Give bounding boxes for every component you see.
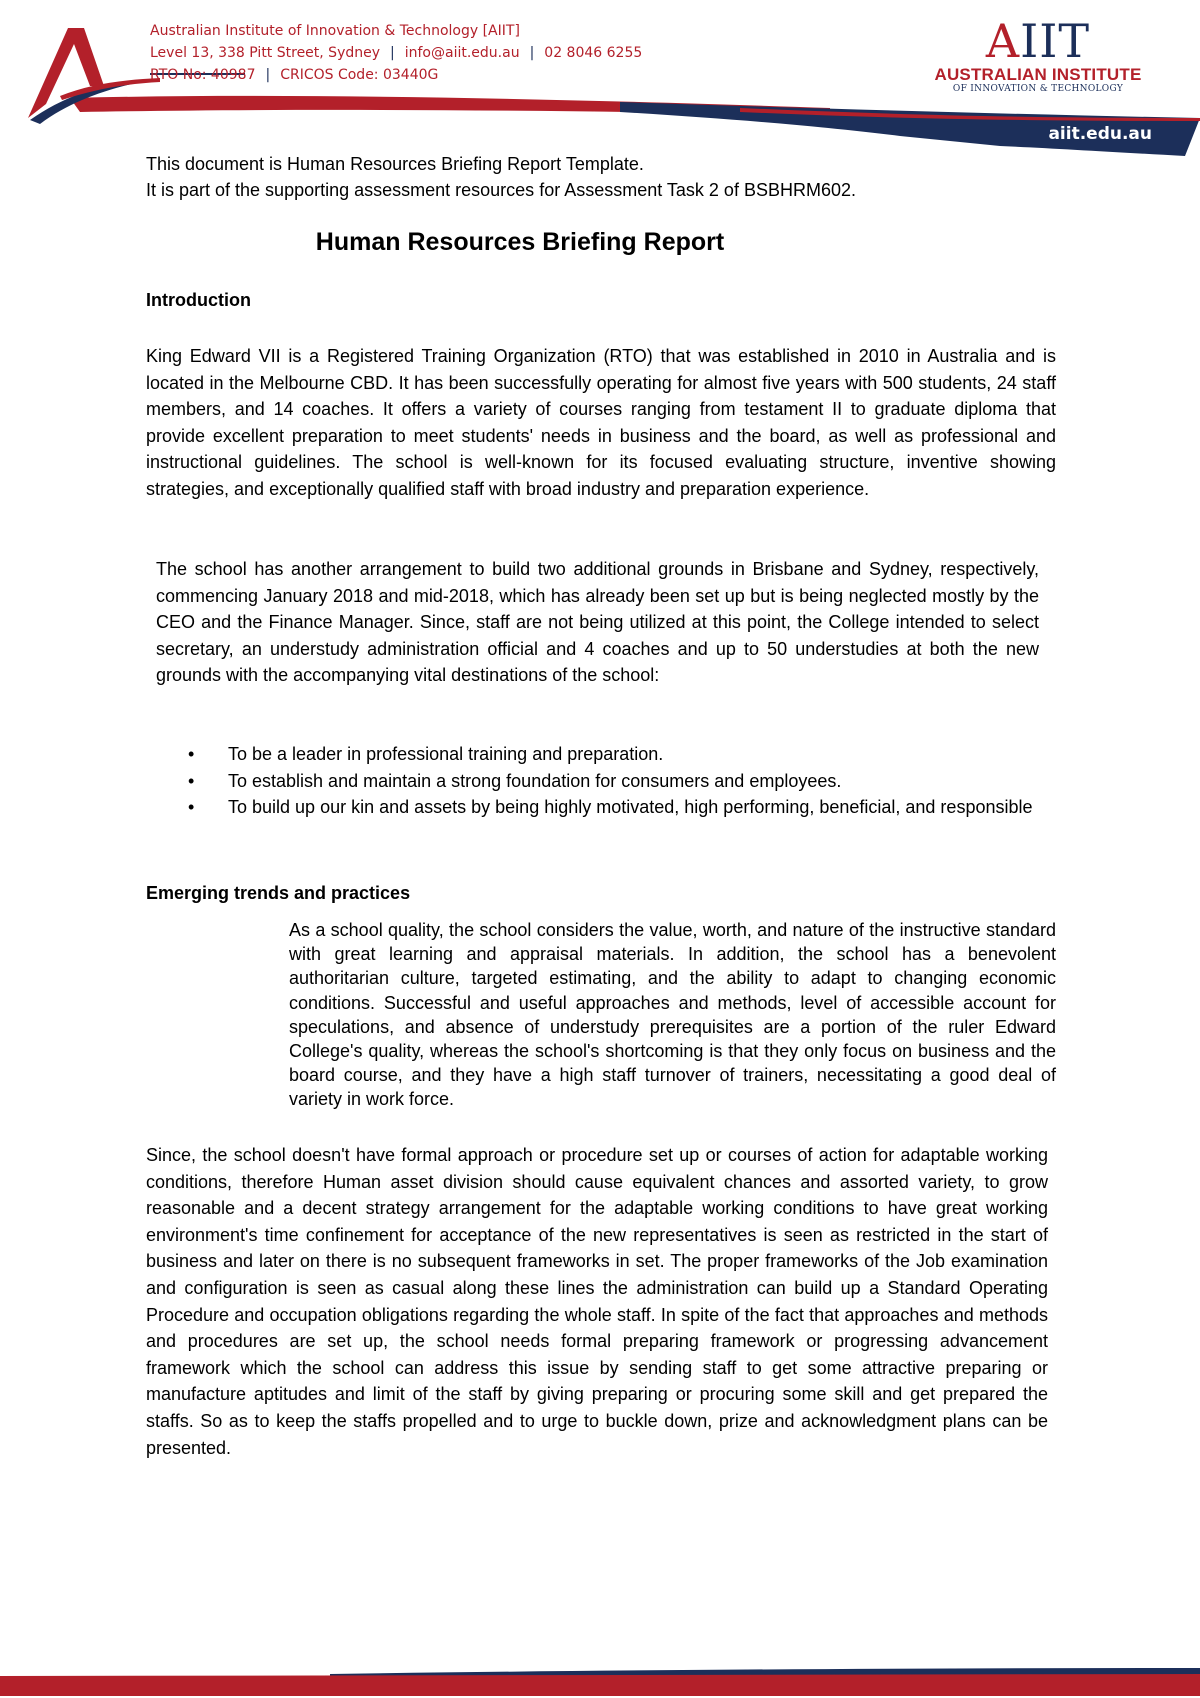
- list-item-text: To build up our kin and assets by being highly motivated, high performing, beneficial, and responsible: [228, 797, 1033, 817]
- paragraph-emerging-trends-2: Since, the school doesn't have formal approach or procedure set up or courses of action for adaptable working conditions, therefore Human asset division should cause equivalent chances and assorted variety, to grow reasonable and a decent strategy arrangement for the adaptable working conditions to have great working environment's time confinement for acceptance of the new representatives is seen as restricted in the start of business and later on there is no subsequent frameworks in set. The proper frameworks of the Job examination and configuration is seen as casual along these lines the administration can build up a Standard Operating Procedure and occupation obligations regarding the whole staff. In spite of the fact that approaches and methods and procedures are set up, the school needs formal preparing framework or progressing advancement framework which the school can address this issue by sending staff to get some attractive preparing or manufacture aptitudes and limit of the staff by giving preparing or procuring some skill and get prepared the staffs. So as to keep the staffs propelled and to urge to buckle down, prize and acknowledgment plans can be presented.: [146, 1145, 1048, 1458]
- brand-name: AUSTRALIAN INSTITUTE: [934, 65, 1142, 84]
- registration-line: [150, 64, 642, 86]
- brand-subtitle: OF INNOVATION & TECHNOLOGY: [952, 84, 1124, 94]
- bullet-icon: •: [188, 744, 195, 764]
- footer-band-red: [0, 1674, 1200, 1696]
- website-link[interactable]: aiit.edu.au: [1048, 124, 1152, 144]
- template-note-line-2: It is part of the supporting assessment resources for Assessment Task 2 of BSBHRM602.: [146, 180, 856, 200]
- section-heading-emerging-trends: Emerging trends and practices: [146, 883, 411, 903]
- cricos-code: CRICOS Code: 03440G: [280, 67, 439, 83]
- separator: |: [390, 45, 395, 61]
- list-item: [188, 794, 1056, 821]
- address-line: [150, 42, 642, 64]
- paragraph-introduction-2: The school has another arrangement to build two additional grounds in Brisbane and Sydney, respectively, commencing January 2018 and mid-2018, which has already been set up but is being neglected mostly by the CEO and the Finance Manager. Since, staff are not being utilized at this point, the College intended to select secretary, an understudy administration official and 4 coaches and up to 50 understudies at both the new grounds with the accompanying vital destinations of the school:: [156, 559, 1039, 685]
- org-name: Australian Institute of Innovation & Technology [AIIT]: [150, 23, 520, 39]
- bullet-icon: •: [188, 770, 195, 791]
- template-note-line-1: This document is Human Resources Briefing Report Template.: [146, 154, 644, 174]
- page-title: Human Resources Briefing Report: [315, 228, 725, 256]
- section-heading-introduction: Introduction: [146, 290, 251, 310]
- separator: |: [265, 67, 271, 83]
- letterhead: [0, 0, 1200, 160]
- paragraph-introduction-1: King Edward VII is a Registered Training Organization (RTO) that was established in 2010 in Australia and is located in the Melbourne CBD. It has been successfully operating for almost five years with 500 students, 24 staff members, and 14 coaches. It offers a variety of courses ranging from testament II to graduate diploma that provide excellent preparation to meet students' needs in business and the board, as well as professional and instructional guidelines. The school is well-known for its focused evaluating structure, inventive showing strategies, and exceptionally qualified staff with broad industry and preparation experience.: [146, 346, 1056, 499]
- template-note: [146, 151, 856, 203]
- rto-number: RTO No: 40987: [150, 67, 256, 83]
- brand-logo: [928, 14, 1148, 94]
- email-link[interactable]: info@aiit.edu.au: [404, 45, 520, 61]
- phone: 02 8046 6255: [544, 45, 643, 61]
- list-item-text: To be a leader in professional training and preparation.: [228, 744, 664, 764]
- contact-details: [150, 20, 642, 86]
- bullet-icon: •: [188, 797, 195, 817]
- objectives-list: [188, 741, 1056, 821]
- brand-mark-a: A: [985, 14, 1021, 68]
- brand-mark-rest: IIT: [1020, 14, 1091, 68]
- separator: |: [529, 45, 535, 61]
- list-item: [188, 768, 1056, 795]
- address: Level 13, 338 Pitt Street, Sydney: [150, 45, 381, 61]
- paragraph-emerging-trends-1: As a school quality, the school considers the value, worth, and nature of the instructive standard with great learning and appraisal materials. In addition, the school has a benevolent authoritarian culture, targeted estimating, and the ability to adapt to changing economic conditions. Successful and useful approaches and methods, level of accessible account for speculations, and absence of understudy prerequisites are a portion of the ruler Edward College's quality, whereas the school's shortcoming is that they only focus on business and the board course, and they have a high staff turnover of trainers, necessitating a good deal of variety in work force.: [289, 920, 1056, 1110]
- list-item-text: To establish and maintain a strong foundation for consumers and employees.: [228, 770, 842, 791]
- footer-band: [0, 1660, 1200, 1698]
- list-item: [188, 741, 1056, 768]
- brand-mark: [928, 14, 1148, 68]
